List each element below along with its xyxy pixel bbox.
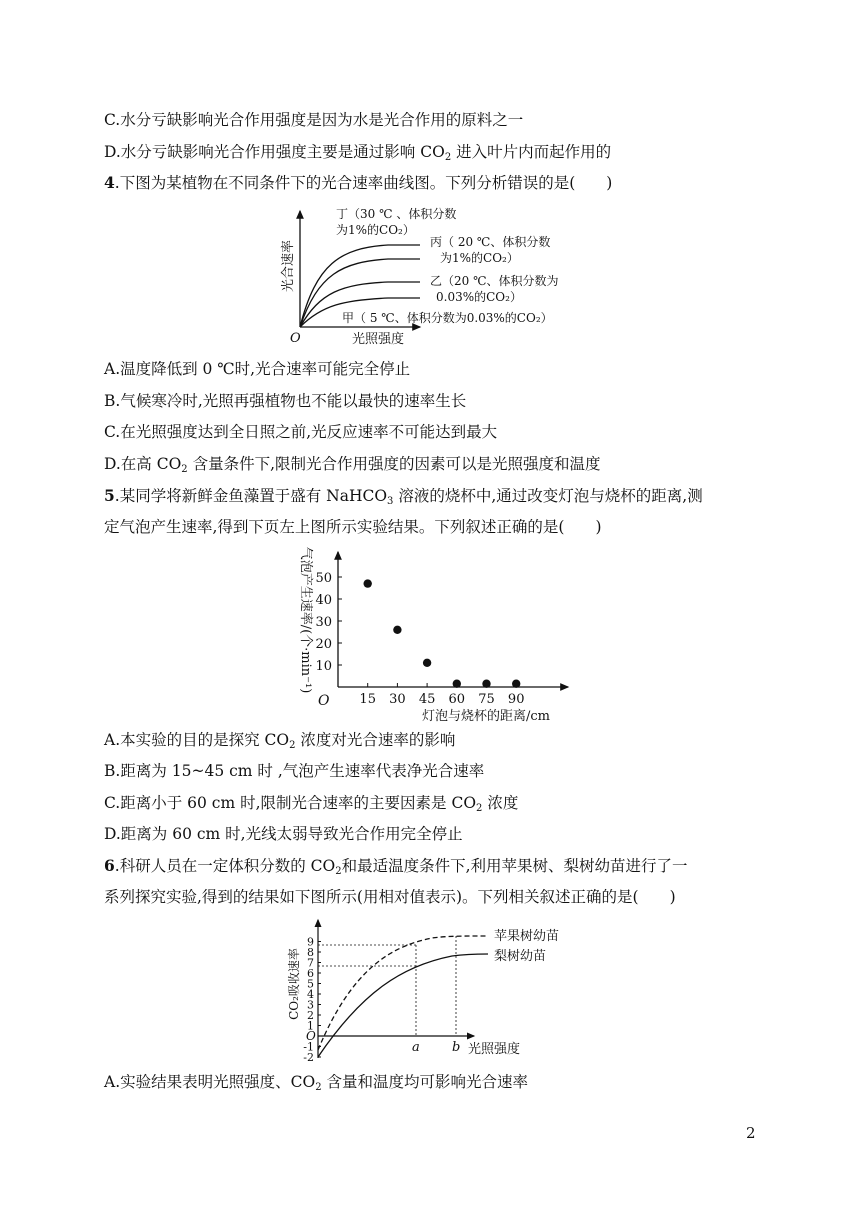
fig3-y-tick-label: 4 [307, 988, 314, 1001]
fig3-origin: O [306, 1029, 316, 1043]
fig3-xlabel: 光照强度 [468, 1042, 521, 1057]
fig3-y-tick-label: 9 [307, 935, 314, 949]
option-3d: D.水分亏缺影响光合作用强度主要是通过影响 $CO_2$ 进入叶片内而起作用的 [104, 143, 612, 163]
scatter-point [453, 680, 461, 688]
mark-a: a [412, 1040, 420, 1055]
fig1-ylabel: 光合速率 [281, 239, 296, 292]
option-4b: B.气候寒冷时,光照再强植物也不能以最快的速率生长 [104, 392, 467, 410]
fig2-x-tick-label: 60 [448, 692, 466, 707]
fig2-x-tick-label: 30 [389, 692, 406, 707]
label-jia: 甲（ 5 ℃、体积分数为0.03%的CO₂） [342, 311, 553, 325]
label-ding-2: 为1%的CO₂） [336, 223, 415, 237]
fig2-origin: O [318, 693, 330, 709]
option-4c: C.在光照强度达到全日照之前,光反应速率不可能达到最大 [104, 423, 498, 441]
option-5a: A.本实验的目的是探究 $CO_2$ 浓度对光合速率的影响 [104, 731, 456, 751]
fig3-y-tick-label: -1 [303, 1040, 314, 1054]
scatter-point [364, 579, 372, 587]
fig2-y-tick-label: 40 [315, 593, 332, 608]
label-ding-1: 丁（30 ℃ 、体积分数 [336, 207, 457, 221]
fig2-x-tick-label: 75 [478, 692, 495, 707]
legend-pear: 梨树幼苗 [494, 949, 547, 964]
fig2-y-tick-label: 30 [315, 615, 332, 630]
mark-b: b [452, 1040, 461, 1055]
fig2-ylabel: 气泡产生速率/(个·min⁻¹) [298, 546, 313, 694]
fig3-y-tick-label: 8 [307, 946, 314, 959]
question-6-line-2: 系列探究实验,得到的结果如下图所示(用相对值表示)。下列相关叙述正确的是( ) [104, 888, 676, 906]
option-5d: D.距离为 60 cm 时,光线太弱导致光合作用完全停止 [104, 825, 463, 843]
option-3c: C.水分亏缺影响光合作用强度是因为水是光合作用的原料之一 [104, 111, 524, 129]
label-yi-1: 乙（20 ℃、体积分数为 [430, 274, 559, 288]
fig3-y-tick-label: 7 [307, 956, 314, 970]
fig2-xlabel: 灯泡与烧杯的距离/cm [422, 709, 550, 724]
option-4a: A.温度降低到 0 ℃时,光合速率可能完全停止 [104, 360, 411, 378]
fig2-y-tick-label: 20 [315, 637, 332, 652]
legend-apple: 苹果树幼苗 [494, 929, 560, 944]
label-yi-2: 0.03%的CO₂） [436, 290, 522, 304]
scatter-point [423, 659, 431, 667]
fig2-x-tick-label: 45 [418, 692, 436, 707]
fig2-y-tick-label: 50 [315, 571, 332, 586]
scatter-point [393, 626, 401, 634]
question-5-line-2: 定气泡产生速率,得到下页左上图所示实验结果。下列叙述正确的是( ) [104, 518, 602, 536]
question-5-line-1: 5.某同学将新鲜金鱼藻置于盛有 NaHCO$_3$ 溶液的烧杯中,通过改变灯泡与烧杯的距离,测 [104, 486, 703, 507]
figure-bubble-scatter [282, 540, 582, 726]
fig1-origin: O [290, 331, 301, 346]
label-bing-2: 为1%的CO₂） [440, 251, 519, 265]
scatter-point [482, 680, 490, 688]
question-4: 4.下图为某植物在不同条件下的光合速率曲线图。下列分析错误的是( ) [104, 173, 613, 192]
page-number: 2 [746, 1124, 756, 1142]
option-6a: A.实验结果表明光照强度、$CO_2$ 含量和温度均可影响光合速率 [104, 1073, 529, 1093]
fig3-y-tick-label: 3 [307, 998, 314, 1012]
option-5c: C.距离小于 60 cm 时,限制光合速率的主要因素是 $CO_2$ 浓度 [104, 794, 519, 814]
fig2-x-tick-label: 90 [507, 692, 525, 707]
curve-apple [318, 936, 488, 1050]
fig3-ylabel: CO₂吸收速率 [287, 948, 301, 1020]
fig1-xlabel: 光照强度 [352, 332, 405, 346]
fig2-x-tick-label: 15 [359, 692, 376, 707]
curve-pear [318, 954, 488, 1057]
option-4d: D.在高 $CO_2$ 含量条件下,限制光合作用强度的因素可以是光照强度和温度 [104, 455, 601, 475]
fig3-y-tick-label: -2 [303, 1051, 314, 1064]
question-6-line-1: 6.科研人员在一定体积分数的 $CO_2$和最适温度条件下,利用苹果树、梨树幼苗进行了一 [104, 856, 688, 877]
figure-photosynthesis-curves [270, 196, 600, 346]
fig3-y-tick-label: 2 [307, 1009, 314, 1022]
label-bing-1: 丙（ 20 ℃、体积分数 [430, 235, 551, 249]
option-5b: B.距离为 15~45 cm 时 ,气泡产生速率代表净光合速率 [104, 762, 485, 780]
fig3-y-tick-label: 6 [307, 967, 314, 980]
figure-co2-absorption [282, 912, 602, 1064]
fig3-y-tick-label: 1 [307, 1019, 314, 1033]
fig3-y-tick-label: 5 [307, 977, 314, 991]
scatter-point [512, 680, 520, 688]
fig2-y-tick-label: 10 [315, 659, 332, 674]
